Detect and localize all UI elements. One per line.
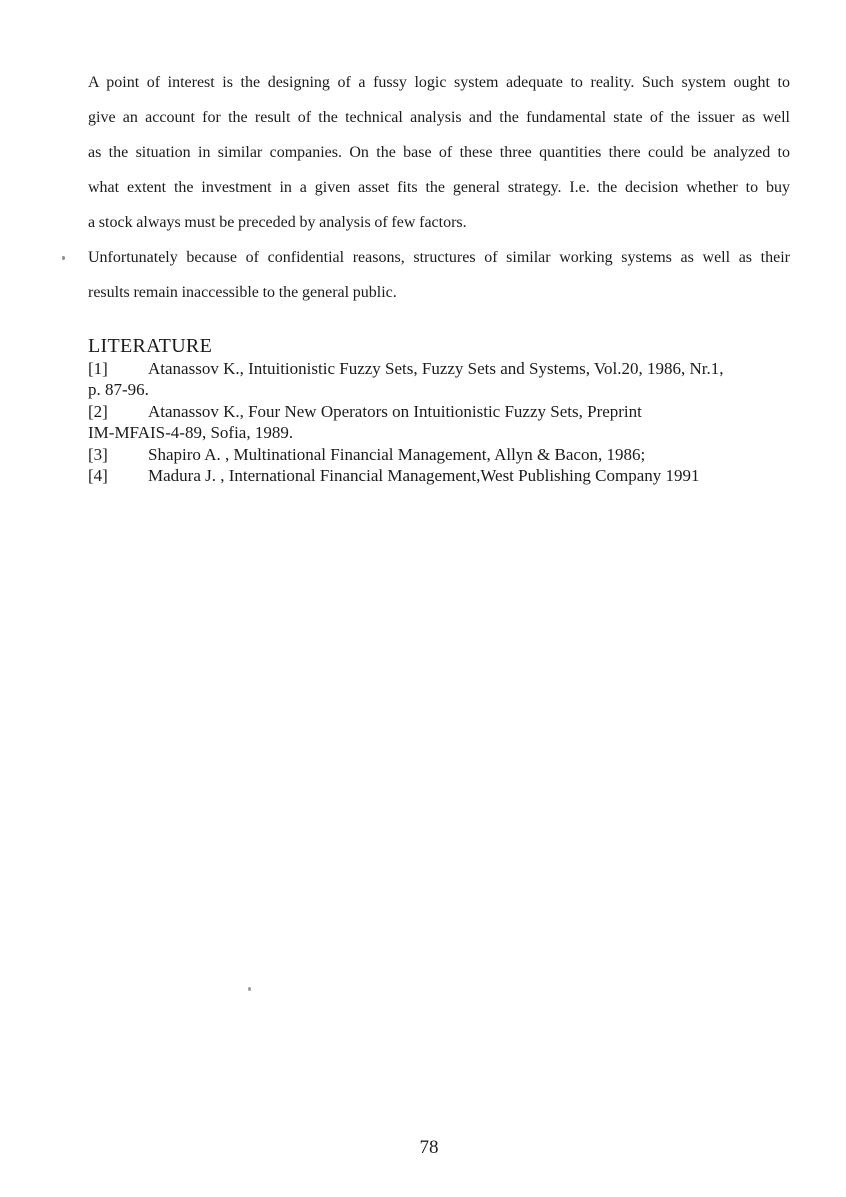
reference-text: p. 87-96. xyxy=(88,380,149,400)
reference-list xyxy=(88,358,803,486)
page-number: 78 xyxy=(419,1137,439,1158)
reference-marker: [4] xyxy=(88,466,108,486)
text-line: results remain inaccessible to the general public. xyxy=(88,284,397,301)
scan-speck xyxy=(248,987,251,991)
text-line: a stock always must be preceded by analysis of few factors. xyxy=(88,214,467,231)
reference-continuation xyxy=(88,422,803,443)
paragraph xyxy=(88,240,790,310)
text-line: as the situation in similar companies. On the base of these three quantities there could be analyzed to xyxy=(88,144,790,161)
literature-heading: LITERATURE xyxy=(88,335,213,357)
reference-continuation xyxy=(88,379,803,400)
reference-text: Shapiro A. , Multinational Financial Management, Allyn & Bacon, 1986; xyxy=(148,444,646,464)
reference-item xyxy=(88,465,803,486)
paragraph xyxy=(88,65,790,240)
reference-marker: [2] xyxy=(88,401,108,421)
reference-text: Atanassov K., Four New Operators on Intuitionistic Fuzzy Sets, Preprint xyxy=(148,401,642,421)
scan-speck xyxy=(62,256,65,260)
body-text xyxy=(88,65,790,310)
reference-text: IM-MFAIS-4-89, Sofia, 1989. xyxy=(88,423,294,443)
reference-item xyxy=(88,401,803,422)
reference-marker: [1] xyxy=(88,359,108,378)
text-line: give an account for the result of the technical analysis and the fundamental state of the issuer as well xyxy=(88,109,790,126)
text-line: Unfortunately because of confidential reasons, structures of similar working systems as well as their xyxy=(88,249,790,266)
text-line: A point of interest is the designing of a fussy logic system adequate to reality. Such system ought to xyxy=(88,74,790,91)
reference-item xyxy=(88,444,803,465)
text-line: what extent the investment in a given asset fits the general strategy. I.e. the decision whether to buy xyxy=(88,179,790,196)
reference-text: Madura J. , International Financial Management,West Publishing Company 1991 xyxy=(148,466,700,486)
reference-text: Atanassov K., Intuitionistic Fuzzy Sets, Fuzzy Sets and Systems, Vol.20, 1986, Nr.1, xyxy=(148,359,724,378)
reference-marker: [3] xyxy=(88,444,108,464)
reference-item xyxy=(88,358,803,379)
